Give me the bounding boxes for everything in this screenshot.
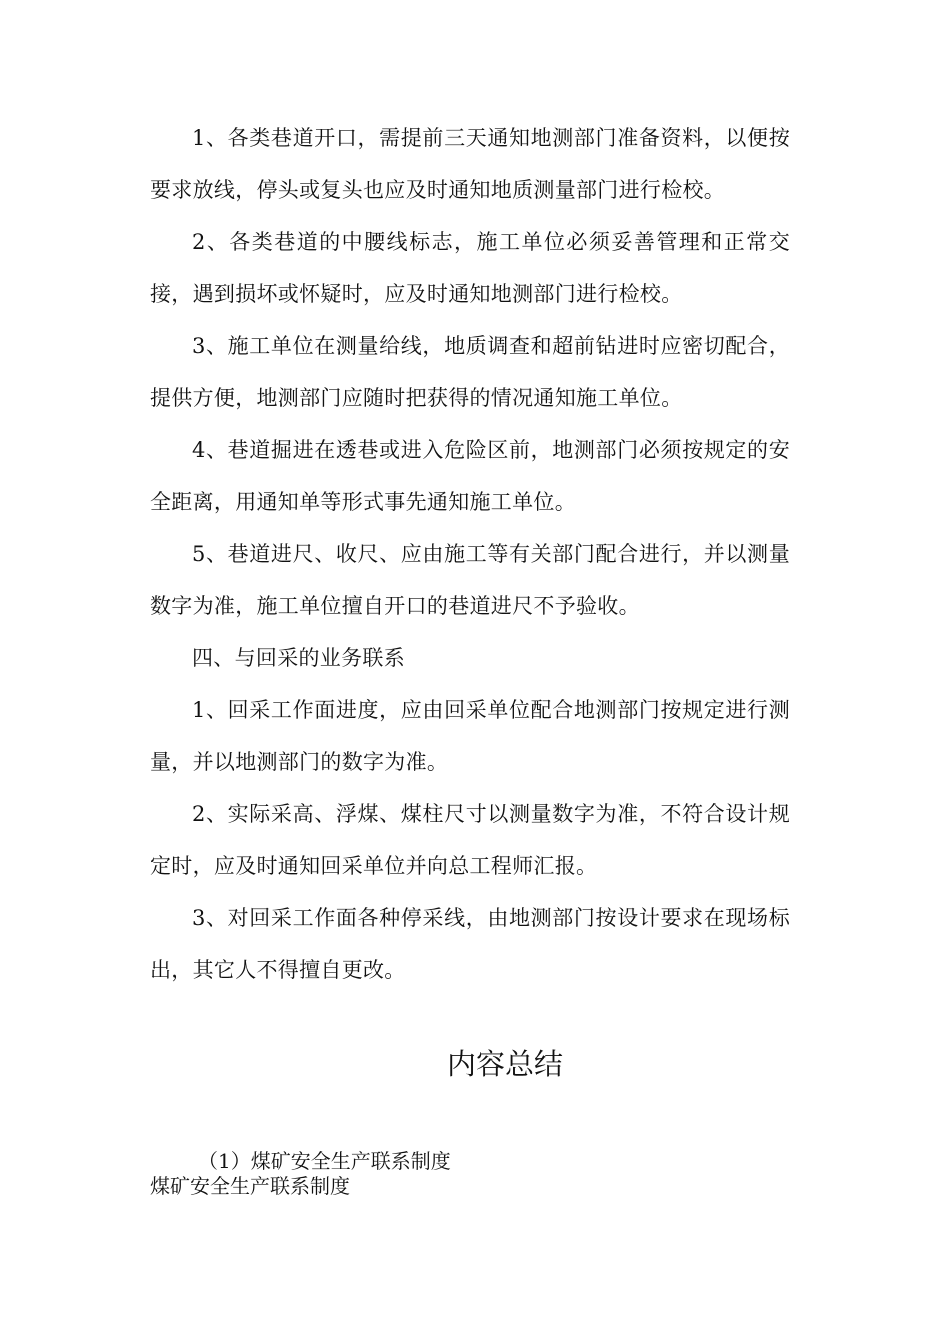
paragraph-2: 2、各类巷道的中腰线标志，施工单位必须妥善管理和正常交接，遇到损坏或怀疑时，应及时通知地测部门进行检校。 — [150, 230, 790, 306]
paragraph-4: 4、巷道掘进在透巷或进入危险区前，地测部门必须按规定的安全距离，用通知单等形式事先通知施工单位。 — [150, 438, 790, 514]
section-heading: 四、与回采的业务联系 — [192, 646, 405, 670]
paragraph-8: 3、对回采工作面各种停采线，由地测部门按设计要求在现场标出，其它人不得擅自更改。 — [150, 906, 790, 982]
body-text — [150, 112, 790, 996]
paragraph-1: 1、各类巷道开口，需提前三天通知地测部门准备资料，以便按要求放线，停头或复头也应及时通知地质测量部门进行检校。 — [150, 126, 790, 202]
paragraph-7: 2、实际采高、浮煤、煤柱尺寸以测量数字为准，不符合设计规定时，应及时通知回采单位并向总工程师汇报。 — [150, 802, 790, 878]
paragraph-5: 5、巷道进尺、收尺、应由施工等有关部门配合进行，并以测量数字为准，施工单位擅自开口的巷道进尺不予验收。 — [150, 542, 790, 618]
summary-item: （1）煤矿安全生产联系制度 — [198, 1149, 451, 1173]
paragraph-3: 3、施工单位在测量给线，地质调查和超前钻进时应密切配合，提供方便，地测部门应随时把获得的情况通知施工单位。 — [150, 334, 790, 410]
summary-title: 内容总结 — [446, 1047, 563, 1081]
summary-subtitle: 煤矿安全生产联系制度 — [150, 1174, 350, 1198]
paragraph-6: 1、回采工作面进度，应由回采单位配合地测部门按规定进行测量，并以地测部门的数字为准。 — [150, 698, 790, 774]
